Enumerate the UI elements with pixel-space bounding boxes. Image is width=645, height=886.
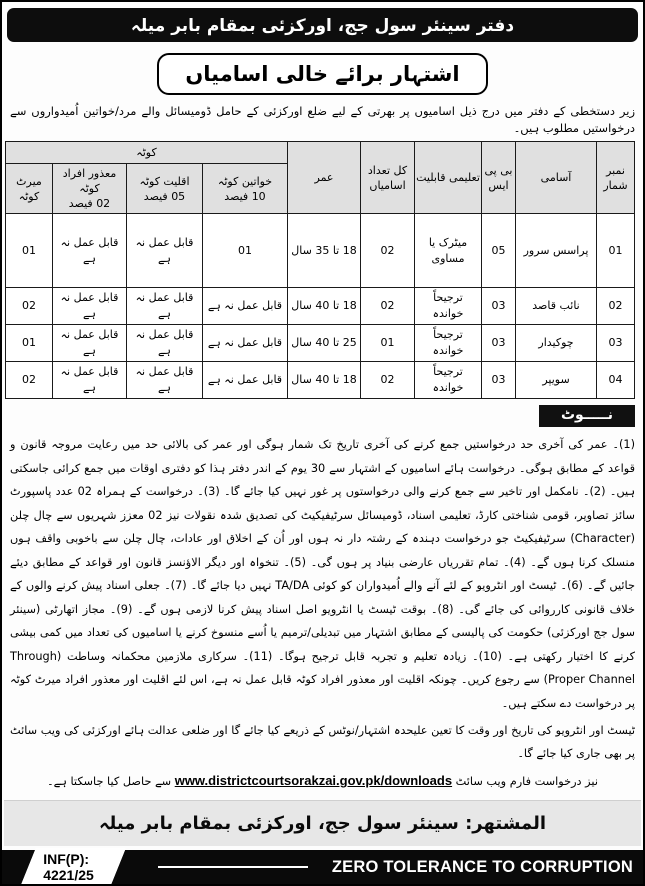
cell-minority-quota: قابل عمل نہ ہے xyxy=(127,214,203,288)
cell-total: 02 xyxy=(361,214,415,288)
cell-post: پراسس سرور xyxy=(516,214,597,288)
cell-bps: 03 xyxy=(482,288,516,325)
cell-total: 02 xyxy=(361,288,415,325)
table-row xyxy=(6,214,635,288)
col-header-serial: نمبر شمار xyxy=(597,142,635,214)
col-header-bps: بی پی ایس xyxy=(482,142,516,214)
cell-post: سویپر xyxy=(516,362,597,399)
cell-women-quota: قابل عمل نہ ہے xyxy=(203,362,288,399)
women-quota-pct: 10 فیصد xyxy=(224,189,266,203)
divider-rule xyxy=(158,866,308,868)
cell-serial: 04 xyxy=(597,362,635,399)
cell-merit-quota: 01 xyxy=(6,325,53,362)
col-header-age: عمر xyxy=(288,142,361,214)
cell-bps: 03 xyxy=(482,325,516,362)
minority-quota-pct: 05 فیصد xyxy=(143,189,186,203)
minority-quota-label: اقلیت کوٹہ xyxy=(139,174,190,188)
cell-minority-quota: قابل عمل نہ ہے xyxy=(127,325,203,362)
cell-age: 18 تا 40 سال xyxy=(288,362,361,399)
merit-quota-label-2: کوٹہ xyxy=(18,189,40,203)
cell-qualification: ترجیحاً خواندہ xyxy=(415,288,482,325)
cell-serial: 01 xyxy=(597,214,635,288)
col-header-women-quota xyxy=(203,164,288,214)
cell-qualification: میٹرک یا مساوی xyxy=(415,214,482,288)
cell-total: 01 xyxy=(361,325,415,362)
note-heading: نـــــوٹ xyxy=(539,405,635,427)
col-header-qualification: تعلیمی قابلیت xyxy=(415,142,482,214)
inf-number-tag xyxy=(20,848,126,886)
col-header-minority-quota xyxy=(127,164,203,214)
table-row xyxy=(6,288,635,325)
cell-minority-quota: قابل عمل نہ ہے xyxy=(127,288,203,325)
cell-age: 25 تا 40 سال xyxy=(288,325,361,362)
office-title: دفتر سینئر سول جج، اورکزئی بمقام بابر میلہ xyxy=(130,15,515,36)
corruption-slogan: ZERO TOLERANCE TO CORRUPTION xyxy=(331,857,633,876)
cell-women-quota: قابل عمل نہ ہے xyxy=(203,325,288,362)
test-interview-line: ٹیسٹ اور انٹرویو کی تاریخ اور وقت کا تعین علیحدہ اشتہار/نوٹس کے ذریعے کیا جائے گا اور ضلعی عدالت ہائے اورکزئی کی ویب سائٹ پر بھی جاری کیا جائے گا۔ xyxy=(10,724,635,760)
col-header-total-posts: کل تعداد اسامیاں xyxy=(361,142,415,214)
advertiser-text: المشتھر: سینئر سول جج، اورکزئی بمقام بابر میلہ xyxy=(98,813,547,834)
form-download-line xyxy=(10,769,635,793)
cell-post: نائب قاصد xyxy=(516,288,597,325)
disabled-quota-pct: 02 فیصد xyxy=(68,197,111,210)
col-header-post: آسامی xyxy=(516,142,597,214)
cell-serial: 02 xyxy=(597,288,635,325)
disabled-quota-label: معذور افراد کوٹہ xyxy=(62,167,117,195)
cell-disabled-quota: قابل عمل نہ ہے xyxy=(53,325,127,362)
table-row xyxy=(6,362,635,399)
ad-title: اشتہار برائے خالی اسامیاں xyxy=(157,53,487,95)
col-header-quota-span: کوٹہ xyxy=(6,142,288,164)
cell-age: 18 تا 35 سال xyxy=(288,214,361,288)
women-quota-label: خواتین کوٹہ xyxy=(217,174,273,188)
cell-merit-quota: 02 xyxy=(6,362,53,399)
note-body: (1)۔ عمر کی آخری حد درخواستیں جمع کرنے کی آخری تاریخ تک شمار ہوگی اور عمر کی بالائی حد میں رعایت مروجہ قانون و قواعد کے مطابق ہوگی۔ درخواست ہائے اسامیوں کے اشتہار سے 30 یوم کے اندر دفتر ہذا کو دفتری اوقات میں جمع کرائی جاسکتی ہیں۔ (2)۔ نامکمل اور تاخیر سے جمع کرنے والی درخواستوں پر غور نہیں کیا جائے گا۔ (3)۔ درخواست کے ہمراہ 02 عدد پاسپورٹ سائز تصاویر، قومی شناختی کارڈ، تعلیمی اسناد، ڈومیسائل سرٹیفیکیٹ کی تصدیق شدہ نقولات نیز 02 معزز شہریوں سے چال چلن (Character) سرٹیفیکیٹ جو درخواست دہندہ کے رشتہ دار نہ ہوں اور اُن کے اخلاق اور عادات، چال چلن سے باخوبی واقف ہوں منسلک کرنا ہوں گے۔ (4)۔ تمام تقرریاں عارضی بنیاد پر ہوں گی۔ (5)۔ تنخواہ اور دیگر الاؤنسز قانون اور قواعد کے مطابق دیئے جائیں گے۔ (6)۔ ٹیسٹ اور انٹرویو کے لئے آنے والے اُمیدواران کو کوئی TA/DA نہیں دیا جائے گا۔ (7)۔ جعلی اسناد پیش کرنے والوں کے خلاف قانونی کارروائی کی جائے گی۔ (8)۔ بوقت ٹیسٹ یا انٹرویو اصل اسناد پیش کرنا لازمی ہوں گے۔ (9)۔ مجاز اتھارٹی (سینئر سول جج اورکزئی) حکومت کی پالیسی کے مطابق اشتہار میں تبدیلی/ترمیم یا اُسے منسوخ کرنے یا اسامیوں کی تعداد میں کمی بیشی کرنے کا اختیار رکھتی ہے۔ (10)۔ زیادہ تعلیم و تجربہ قابل ترجیح ہوگا۔ (11)۔ سرکاری ملازمین محکمانہ وساطت (Through Proper Channel) سے رجوع کریں۔ چونکہ اقلیت اور معذور افراد کوٹہ قابل عمل نہ ہے، اس لئے اقلیت اور معذور افراد میرٹ کوٹہ پر درخواست دے سکتے ہیں۔ xyxy=(10,438,636,710)
cell-serial: 03 xyxy=(597,325,635,362)
advertiser-band xyxy=(4,800,641,846)
cell-disabled-quota: قابل عمل نہ ہے xyxy=(53,362,127,399)
cell-bps: 03 xyxy=(482,362,516,399)
col-header-disabled-quota xyxy=(53,164,127,214)
cell-post: چوکیدار xyxy=(516,325,597,362)
cell-merit-quota: 01 xyxy=(6,214,53,288)
ad-title-wrap xyxy=(2,53,643,95)
table-header-row-1 xyxy=(6,142,635,164)
cell-bps: 05 xyxy=(482,214,516,288)
cell-disabled-quota: قابل عمل نہ ہے xyxy=(53,288,127,325)
cell-qualification: ترجیحاً خواندہ xyxy=(415,325,482,362)
cell-minority-quota: قابل عمل نہ ہے xyxy=(127,362,203,399)
cell-total: 02 xyxy=(361,362,415,399)
inf-number: INF(P): 4221/25 xyxy=(43,850,94,883)
table-row xyxy=(6,325,635,362)
cell-disabled-quota: قابل عمل نہ ہے xyxy=(53,214,127,288)
merit-quota-label-1: میرٹ xyxy=(16,174,42,188)
cell-women-quota: قابل عمل نہ ہے xyxy=(203,288,288,325)
form-line-suffix: سے حاصل کیا جاسکتا ہے۔ xyxy=(47,775,175,788)
note-heading-row xyxy=(10,405,635,427)
col-header-merit-quota xyxy=(6,164,53,214)
intro-text: زیر دستخطی کے دفتر میں درج ذیل اسامیوں پر بھرتی کے لیے ضلع اورکزئی کے حامل ڈومیسائل والے مرد/خواتین اُمیدواروں سے درخواستیں مطلوب ہیں۔ xyxy=(10,104,635,135)
cell-merit-quota: 02 xyxy=(6,288,53,325)
bottom-bar xyxy=(2,850,643,884)
form-line-prefix: نیز درخواست فارم ویب سائٹ xyxy=(452,775,598,788)
cell-age: 18 تا 40 سال xyxy=(288,288,361,325)
cell-women-quota: 01 xyxy=(203,214,288,288)
office-title-bar xyxy=(7,8,638,42)
cell-qualification: ترجیحاً خواندہ xyxy=(415,362,482,399)
vacancies-table xyxy=(5,141,635,399)
website-link[interactable]: www.districtcourtsorakzai.gov.pk/downloads xyxy=(174,773,453,788)
